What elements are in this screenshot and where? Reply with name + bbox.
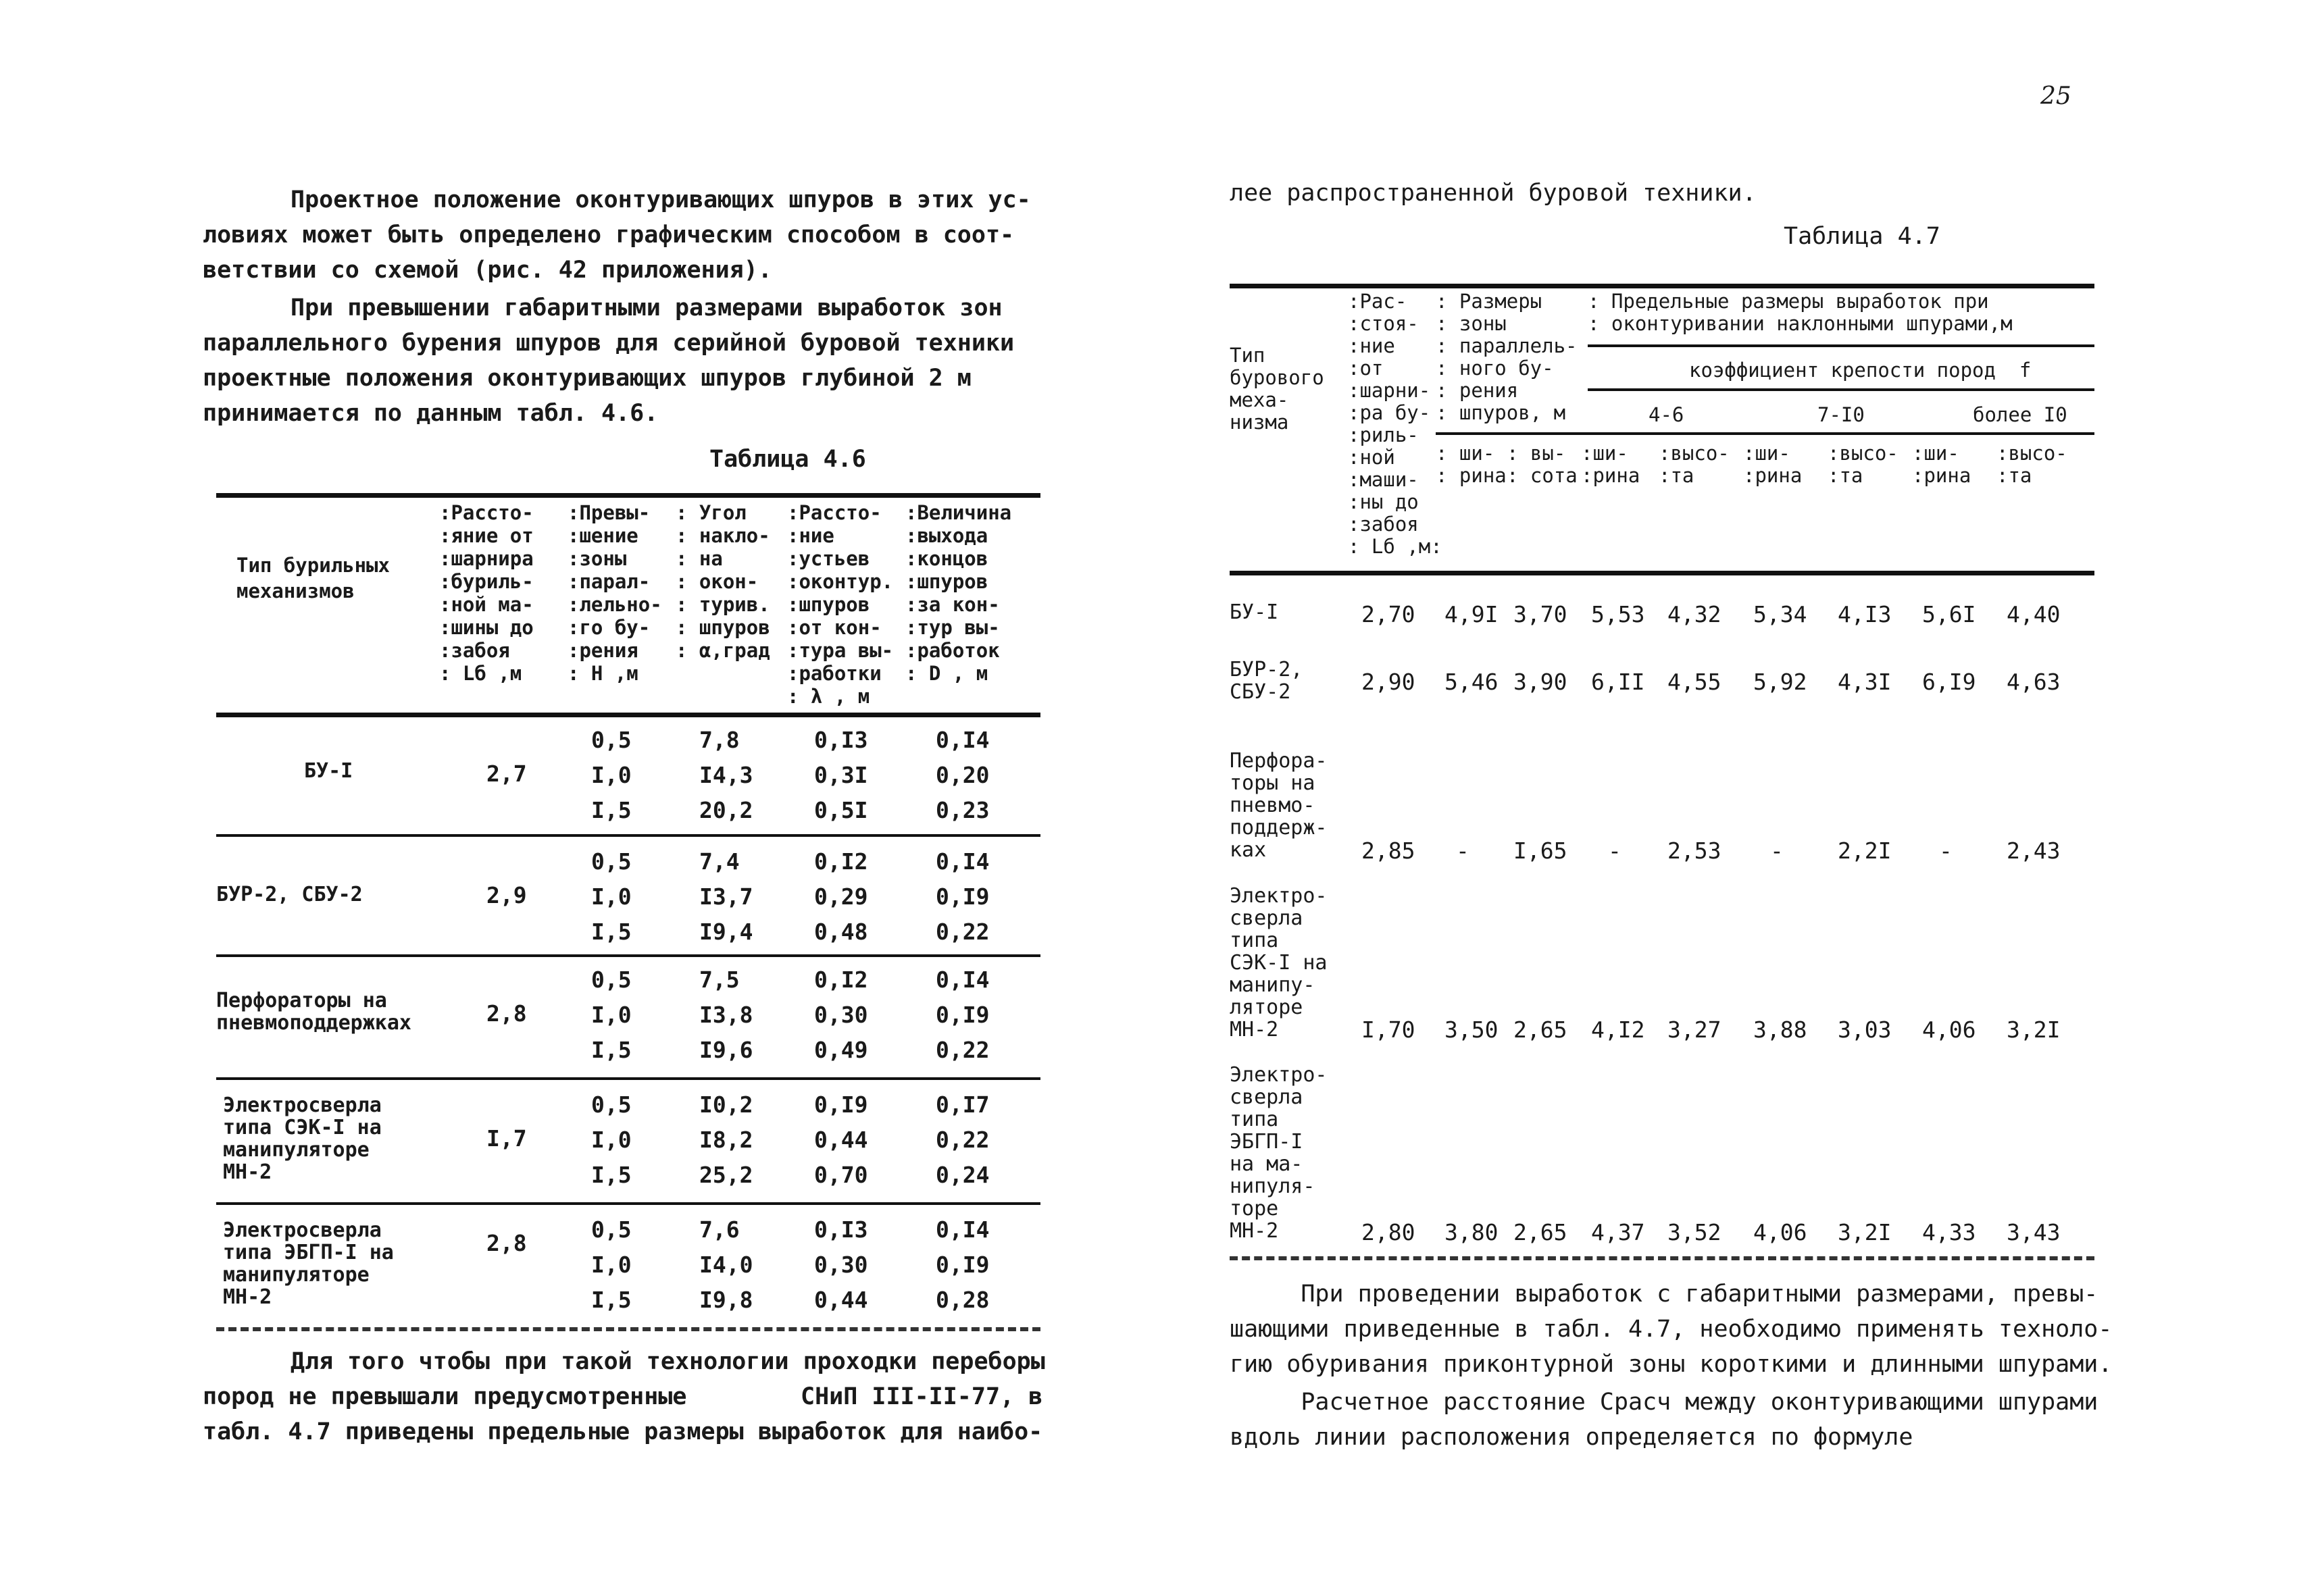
row-name: БУР-2, СБУ-2 [216,883,363,906]
text-line: ветствии со схемой (рис. 42 приложения). [203,257,772,284]
text-line: ловиях может быть определено графическим способом в соот- [203,222,1015,249]
cell-d: 0,I9 [936,883,990,910]
cell-value: 2,90 [1361,669,1415,695]
cell-lambda: 0,I3 [814,727,868,753]
cell-lambda: 0,I3 [814,1216,868,1243]
cell-h: 0,5 [591,848,632,875]
row-name: Электросверла типа СЭК-I на манипуляторе МН-2 [223,1093,382,1184]
cell-angle: 7,4 [699,848,740,875]
cell-angle: 25,2 [699,1162,753,1188]
cell-distance: 2,8 [486,1000,527,1027]
cell-d: 0,22 [936,1127,990,1153]
text-line: При превышении габаритными размерами выработок зон [291,294,1003,321]
cell-value: 2,2I [1838,838,1892,864]
text-line: принимается по данным табл. 4.6. [203,400,659,427]
right-paragraph-3 [1230,1385,2098,1455]
cell-value: - [1456,838,1469,864]
text-line: Расчетное расстояние Cрасч между оконтуривающими шпурами [1230,1389,2098,1416]
cell-value: 5,46 [1444,669,1499,695]
cell-angle: I3,7 [699,883,753,910]
cell-angle: I9,4 [699,919,753,945]
col-header-distance: :Рас- :стоя- :ние :от :шарни- :ра бу- :риль- :ной :маши- :ны до :забоя : Lб ,м: [1348,290,1442,558]
cell-d: 0,I7 [936,1091,990,1118]
text-line: вдоль линии расположения определяется по формуле [1230,1424,1913,1451]
cell-h: 0,5 [591,1216,632,1243]
table-rule [216,1327,1040,1331]
cell-value: 3,2I [2007,1016,2061,1043]
text-line: При проведении выработок с габаритными размерами, превы- [1230,1281,2098,1308]
cell-d: 0,I4 [936,727,990,753]
col-header-limit: : Предельные размеры выработок при : оконтуривании наклонными шпурами,м [1588,290,2013,335]
cell-value: 6,I9 [1922,669,1976,695]
cell-angle: I4,3 [699,762,753,788]
right-paragraph-2 [1230,1277,2112,1382]
row-name: Электросверла типа ЭБГП-I на манипуляторе МН-2 [223,1218,394,1309]
sub-header-height: :высо- :та [1828,442,1898,487]
cell-h: I,0 [591,1252,632,1278]
sub-header-width: : ши- : рина [1436,442,1507,487]
cell-value: 4,I2 [1591,1016,1645,1043]
text-line: Проектное положение оконтуривающих шпуров в этих ус- [291,186,1031,213]
cell-h: I,0 [591,883,632,910]
text-line: лее распространенной буровой техники. [1230,180,1757,207]
coef-group-3: более I0 [1973,403,2067,426]
cell-d: 0,I9 [936,1252,990,1278]
cell-lambda: 0,3I [814,762,868,788]
col-header-type: Тип бурового меха- низма [1230,344,1324,434]
cell-value: 3,88 [1753,1016,1807,1043]
cell-lambda: 0,I2 [814,967,868,993]
cell-lambda: 0,I9 [814,1091,868,1118]
cell-h: I,0 [591,762,632,788]
table-row [216,1087,1040,1195]
row-name: БУ-I [1230,600,1279,624]
text-line: пород не превышали предусмотренные СНиП III-II-77, в [203,1383,1043,1410]
cell-value: 2,85 [1361,838,1415,864]
cell-value: I,70 [1361,1016,1415,1043]
sub-header-height: : вы- : сота [1507,442,1578,487]
table-rule [1436,432,2094,435]
cell-h: I,5 [591,797,632,823]
cell-value: 3,50 [1444,1016,1499,1043]
table-rule [216,954,1040,957]
sub-header-width: :ши- :рина [1912,442,1971,487]
col-header-d: :Величина :выхода :концов :шпуров :за кон- :тур вы- :работок : D , м [905,501,1012,685]
text-line: гию обуривания приконтурной зоны короткими и длинными шпурами. [1230,1351,2113,1378]
cell-value: 4,06 [1753,1219,1807,1245]
cell-h: I,5 [591,1287,632,1313]
cell-distance: 2,7 [486,761,527,787]
cell-value: 4,32 [1667,601,1721,627]
table-4-6 [216,493,1040,1493]
cell-angle: I8,2 [699,1127,753,1153]
cell-lambda: 0,44 [814,1287,868,1313]
cell-lambda: 0,48 [814,919,868,945]
cell-value: 3,2I [1838,1219,1892,1245]
cell-h: I,0 [591,1127,632,1153]
row-name: БУР-2, СБУ-2 [1230,658,1303,704]
left-paragraph-3 [203,1344,1045,1449]
cell-value: 4,9I [1444,601,1499,627]
cell-d: 0,22 [936,1037,990,1063]
table-rule [1588,388,2094,391]
table-row [216,1212,1040,1320]
cell-h: I,5 [591,1037,632,1063]
row-name: Электро- сверла типа СЭК-I на манипу- ляторе МН-2 [1230,884,1328,1041]
coef-group-1: 4-6 [1649,403,1684,426]
cell-value: 3,80 [1444,1219,1499,1245]
left-paragraph-1 [203,182,1031,288]
cell-value: 6,II [1591,669,1645,695]
cell-h: I,5 [591,1162,632,1188]
table-row [1230,601,2094,642]
cell-value: 4,40 [2007,601,2061,627]
cell-value: 2,80 [1361,1219,1415,1245]
row-name: Перфора- торы на пневмо- поддерж- ках [1230,749,1328,862]
col-header-zone: : Размеры : зоны : параллель- : ного бу- : рения : шпуров, м [1436,290,1578,424]
cell-value: I,65 [1513,838,1567,864]
table-4-6-caption: Таблица 4.6 [709,446,866,473]
cell-value: 4,33 [1922,1219,1976,1245]
cell-lambda: 0,29 [814,883,868,910]
cell-value: 3,90 [1513,669,1567,695]
cell-value: 3,52 [1667,1219,1721,1245]
table-row [216,723,1040,831]
cell-d: 0,I4 [936,967,990,993]
cell-distance: 2,9 [486,882,527,908]
cell-value: 4,63 [2007,669,2061,695]
cell-lambda: 0,44 [814,1127,868,1153]
text-line: Для того чтобы при такой технологии проходки переборы [291,1348,1045,1375]
cell-value: 4,I3 [1838,601,1892,627]
cell-value: 2,65 [1513,1016,1567,1043]
table-rule [216,713,1040,717]
left-paragraph-2 [203,290,1015,431]
sub-header-width: :ши- :рина [1581,442,1640,487]
row-name: Электро- сверла типа ЭБГП-I на ма- нипуля- торе МН-2 [1230,1063,1328,1243]
cell-h: 0,5 [591,1091,632,1118]
cell-h: 0,5 [591,967,632,993]
table-rule [1230,571,2094,575]
table-rule [216,493,1040,498]
cell-distance: 2,8 [486,1230,527,1256]
table-rule [1230,284,2094,288]
sub-header-width: :ши- :рина [1743,442,1803,487]
row-name: БУ-I [304,759,353,783]
cell-value: 5,92 [1753,669,1807,695]
cell-angle: 7,6 [699,1216,740,1243]
cell-value: 3,43 [2007,1219,2061,1245]
cell-d: 0,24 [936,1162,990,1188]
cell-d: 0,I4 [936,1216,990,1243]
cell-angle: 7,5 [699,967,740,993]
table-row [1230,885,2094,1047]
row-name: Перфораторы на пневмоподдержках [216,989,411,1035]
text-line: параллельного бурения шпуров для серийной буровой техники [203,330,1015,357]
table-row [1230,750,2094,868]
col-header-type: Тип бурильных механизмов [236,554,390,602]
cell-value: 3,03 [1838,1016,1892,1043]
col-header-lambda: :Рассто- :ние :устьев :оконтур. :шпуров :от кон- :тура вы- :работки : λ , м [787,501,894,708]
page-number: 25 [2040,82,2071,110]
sub-header-height: :высо- :та [1659,442,1730,487]
cell-d: 0,20 [936,762,990,788]
cell-value: - [1770,838,1784,864]
cell-angle: 20,2 [699,797,753,823]
table-rule [216,834,1040,837]
sub-header-height: :высо- :та [1996,442,2067,487]
table-row [1230,659,2094,713]
col-header-distance: :Рассто- :яние от :шарнира :буриль- :ной ма- :шины до :забоя : Lб ,м [439,501,534,685]
cell-value: 5,34 [1753,601,1807,627]
cell-distance: I,7 [486,1125,527,1152]
cell-value: 2,53 [1667,838,1721,864]
table-4-7-caption: Таблица 4.7 [1784,223,1940,250]
cell-value: 2,65 [1513,1219,1567,1245]
cell-d: 0,22 [936,919,990,945]
cell-angle: 7,8 [699,727,740,753]
text-line: табл. 4.7 приведены предельные размеры выработок для наибо- [203,1418,1043,1445]
cell-angle: I3,8 [699,1002,753,1028]
coef-group-2: 7-I0 [1817,403,1865,426]
cell-lambda: 0,70 [814,1162,868,1188]
table-rule [216,1077,1040,1080]
cell-value: 3,70 [1513,601,1567,627]
col-header-coefficient: коэффициент крепости пород f [1689,359,2032,382]
cell-value: 2,70 [1361,601,1415,627]
table-row [216,844,1040,952]
cell-h: I,5 [591,919,632,945]
cell-d: 0,28 [936,1287,990,1313]
cell-value: 4,3I [1838,669,1892,695]
cell-angle: I9,8 [699,1287,753,1313]
cell-value: 4,37 [1591,1219,1645,1245]
cell-value: - [1939,838,1953,864]
cell-value: - [1608,838,1621,864]
cell-angle: I9,6 [699,1037,753,1063]
table-4-7 [1230,284,2094,1270]
text-line: шающими приведенные в табл. 4.7, необходимо применять техноло- [1230,1316,2113,1343]
col-header-angle: : Угол : накло- : на : окон- : турив. : шпуров : α,град [676,501,770,662]
cell-h: I,0 [591,1002,632,1028]
table-rule [1588,344,2094,347]
cell-d: 0,I4 [936,848,990,875]
cell-lambda: 0,5I [814,797,868,823]
cell-d: 0,23 [936,797,990,823]
text-line: проектные положения оконтуривающих шпуров глубиной 2 м [203,365,972,392]
cell-value: 3,27 [1667,1016,1721,1043]
cell-value: 5,6I [1922,601,1976,627]
table-rule [1230,1256,2094,1260]
cell-value: 5,53 [1591,601,1645,627]
cell-lambda: 0,49 [814,1037,868,1063]
cell-d: 0,I9 [936,1002,990,1028]
table-row [1230,1064,2094,1253]
cell-angle: I0,2 [699,1091,753,1118]
cell-value: 2,43 [2007,838,2061,864]
cell-value: 4,55 [1667,669,1721,695]
cell-angle: I4,0 [699,1252,753,1278]
cell-value: 4,06 [1922,1016,1976,1043]
table-row [216,962,1040,1071]
cell-h: 0,5 [591,727,632,753]
col-header-excess: :Превы- :шение :зоны :парал- :лельно- :го бу- :рения : H ,м [568,501,662,685]
cell-lambda: 0,30 [814,1002,868,1028]
table-rule [216,1202,1040,1205]
cell-lambda: 0,30 [814,1252,868,1278]
cell-lambda: 0,I2 [814,848,868,875]
